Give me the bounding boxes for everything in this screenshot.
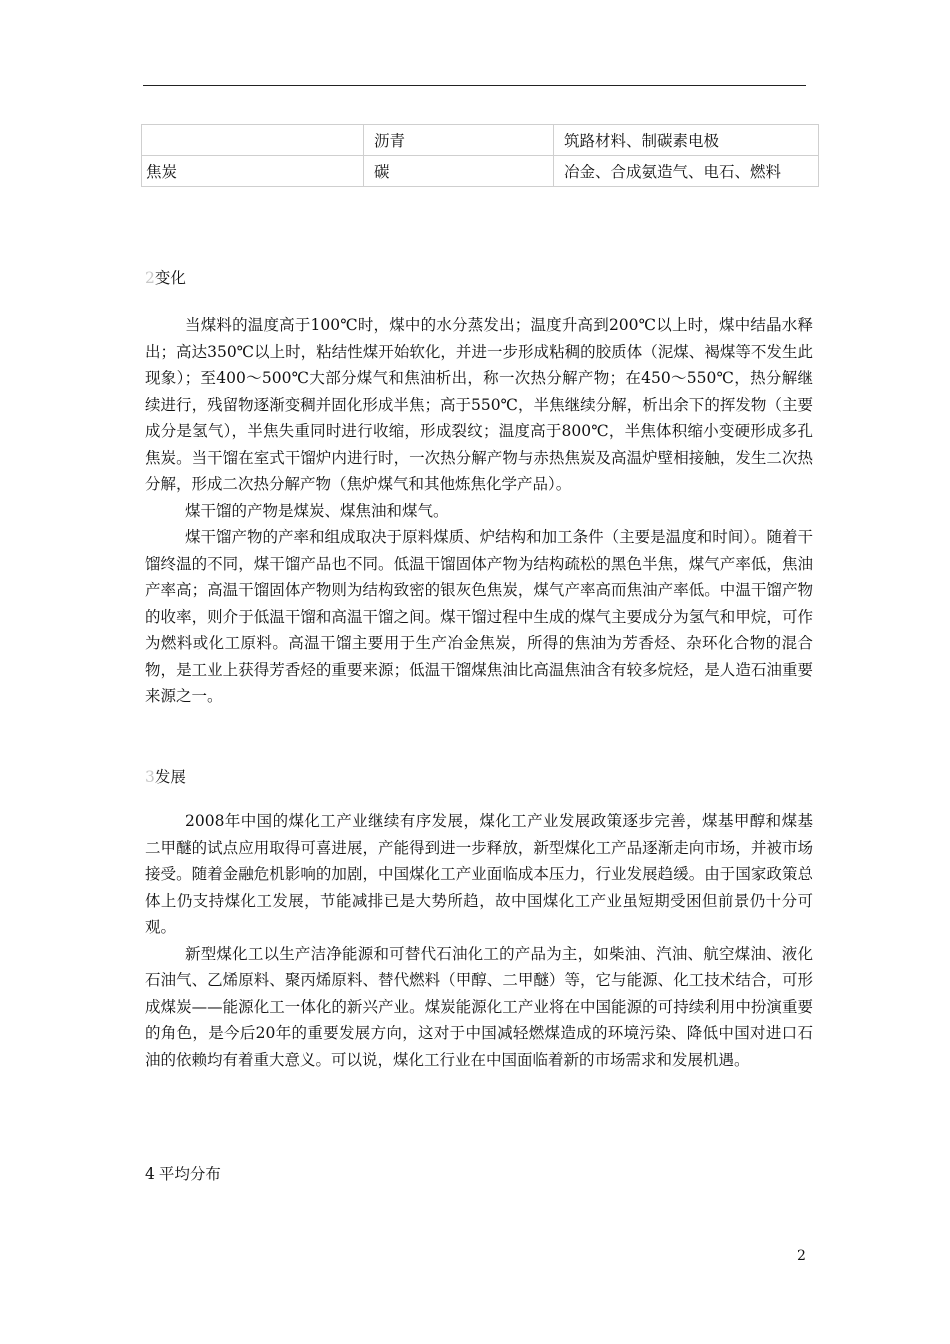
section-heading-change: [145, 266, 186, 288]
products-table: [141, 124, 819, 187]
paragraph: 2008年中国的煤化工产业继续有序发展，煤化工产业发展政策逐步完善，煤基甲醇和煤基二甲醚的试点应用取得可喜进展，产能得到进一步释放，新型煤化工产品逐渐走向市场，并被市场接受。随着金融危机影响的加剧，中国煤化工产业面临成本压力，行业发展趋缓。由于国家政策总体上仍支持煤化工发展，节能减排已是大势所趋，故中国煤化工产业虽短期受困但前景仍十分可观。: [145, 812, 813, 936]
section-number: 4: [145, 1165, 155, 1183]
table-cell: 筑路材料、制碳素电极: [554, 125, 819, 156]
paragraph: 新型煤化工以生产洁净能源和可替代石油化工的产品为主，如柴油、汽油、航空煤油、液化石油气、乙烯原料、聚丙烯原料、替代燃料（甲醇、二甲醚）等，它与能源、化工技术结合，可形成煤炭——能源化工一体化的新兴产业。煤炭能源化工产业将在中国能源的可持续利用中扮演重要的角色，是今后20年的重要发展方向，这对于中国减轻燃煤造成的环境污染、降低中国对进口石油的依赖均有着重大意义。可以说，煤化工行业在中国面临着新的市场需求和发展机遇。: [145, 944, 813, 1069]
section-body-development: [145, 808, 813, 1073]
section-body-change: [145, 312, 813, 710]
table-row: [142, 125, 819, 156]
table-row: [142, 156, 819, 187]
section-title: 发展: [154, 768, 186, 786]
section-title: 变化: [154, 269, 186, 287]
section-heading-distribution: [145, 1162, 221, 1184]
table-cell: 冶金、合成氨造气、电石、燃料: [554, 156, 819, 187]
section-title: 平均分布: [158, 1165, 221, 1183]
paragraph: 当煤料的温度高于100℃时，煤中的水分蒸发出；温度升高到200℃以上时，煤中结晶水释出；高达350℃以上时，粘结性煤开始软化，并进一步形成粘稠的胶质体（泥煤、褐煤等不发生此现象）；至400～500℃大部分煤气和焦油析出，称一次热分解产物；在450～550℃，热分解继续进行，残留物逐渐变稠并固化形成半焦；高于550℃，半焦继续分解，析出余下的挥发物（主要成分是氢气），半焦失重同时进行收缩，形成裂纹；温度高于800℃，半焦体积缩小变硬形成多孔焦炭。当干馏在室式干馏炉内进行时，一次热分解产物与赤热焦炭及高温炉壁相接触，发生二次热分解，形成二次热分解产物（焦炉煤气和其他炼焦化学产品）。: [145, 316, 813, 493]
section-number: 3: [145, 768, 155, 786]
paragraph: 煤干馏的产物是煤炭、煤焦油和煤气。: [185, 501, 449, 520]
table-cell: [142, 125, 364, 156]
section-number: 2: [145, 269, 155, 287]
paragraph: 煤干馏产物的产率和组成取决于原料煤质、炉结构和加工条件（主要是温度和时间）。随着干馏终温的不同，煤干馏产品也不同。低温干馏固体产物为结构疏松的黑色半焦，煤气产率低，焦油产率高；高温干馏固体产物则为结构致密的银灰色焦炭，煤气产率高而焦油产率低。中温干馏产物的收率，则介于低温干馏和高温干馏之间。煤干馏过程中生成的煤气主要成分为氢气和甲烷，可作为燃料或化工原料。高温干馏主要用于生产冶金焦炭，所得的焦油为芳香烃、杂环化合物的混合物，是工业上获得芳香烃的重要来源；低温干馏煤焦油比高温焦油含有较多烷烃，是人造石油重要来源之一。: [145, 528, 813, 705]
header-rule: [143, 85, 806, 86]
table-cell: 碳: [364, 156, 554, 187]
section-heading-development: [145, 765, 186, 787]
page-number: 2: [797, 1248, 806, 1264]
table-cell: 沥青: [364, 125, 554, 156]
table-cell: 焦炭: [142, 156, 364, 187]
